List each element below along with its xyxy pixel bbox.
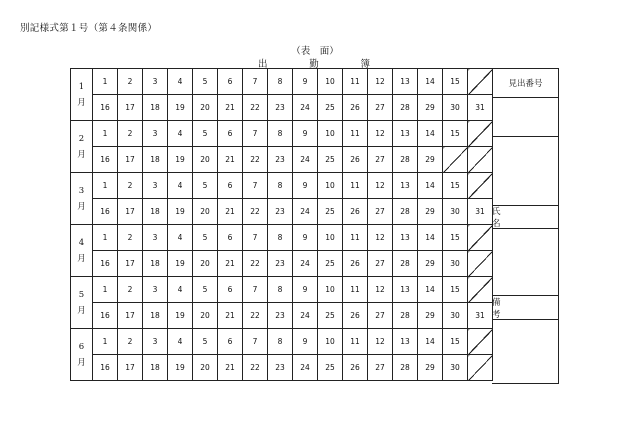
day-cell[interactable]: 27	[368, 199, 393, 225]
day-cell[interactable]: 30	[443, 199, 468, 225]
day-cell[interactable]: 29	[418, 199, 443, 225]
day-cell[interactable]: 20	[193, 147, 218, 173]
day-cell[interactable]: 17	[118, 251, 143, 277]
day-cell[interactable]: 6	[218, 173, 243, 199]
day-cell[interactable]: 9	[293, 277, 318, 303]
day-cell[interactable]: 21	[218, 147, 243, 173]
day-cell[interactable]: 26	[343, 147, 368, 173]
day-cell[interactable]: 5	[193, 329, 218, 355]
day-cell[interactable]: 30	[443, 355, 468, 381]
day-cell[interactable]: 9	[293, 121, 318, 147]
day-cell[interactable]: 22	[243, 147, 268, 173]
day-cell[interactable]: 19	[168, 251, 193, 277]
day-cell[interactable]: 14	[418, 173, 443, 199]
day-cell[interactable]: 11	[343, 225, 368, 251]
day-cell[interactable]: 10	[318, 121, 343, 147]
day-cell[interactable]: 7	[243, 277, 268, 303]
day-cell[interactable]: 10	[318, 225, 343, 251]
day-cell[interactable]: 2	[118, 277, 143, 303]
day-cell[interactable]: 3	[143, 277, 168, 303]
day-cell[interactable]: 14	[418, 329, 443, 355]
day-cell[interactable]: 24	[293, 199, 318, 225]
day-cell[interactable]: 20	[193, 251, 218, 277]
day-cell[interactable]: 24	[293, 251, 318, 277]
day-cell[interactable]: 14	[418, 121, 443, 147]
day-cell[interactable]: 24	[293, 303, 318, 329]
day-cell[interactable]: 9	[293, 225, 318, 251]
month-label	[71, 69, 93, 121]
unused-day-cell	[443, 147, 468, 173]
day-cell[interactable]: 15	[443, 225, 468, 251]
day-cell[interactable]: 9	[293, 69, 318, 95]
day-cell[interactable]: 1	[93, 69, 118, 95]
day-cell[interactable]: 19	[168, 95, 193, 121]
unused-day-cell	[468, 173, 493, 199]
month-label-part: 月	[77, 305, 86, 316]
attendance-table	[70, 68, 493, 381]
day-cell[interactable]: 12	[368, 69, 393, 95]
day-cell[interactable]: 1	[93, 173, 118, 199]
day-cell[interactable]: 5	[193, 173, 218, 199]
day-cell[interactable]: 29	[418, 303, 443, 329]
day-cell[interactable]: 25	[318, 147, 343, 173]
day-cell[interactable]: 8	[268, 277, 293, 303]
day-cell[interactable]: 23	[268, 355, 293, 381]
day-cell[interactable]: 3	[143, 69, 168, 95]
day-cell[interactable]: 28	[393, 147, 418, 173]
title-char: 出	[258, 59, 268, 70]
day-cell[interactable]: 20	[193, 199, 218, 225]
day-cell[interactable]: 26	[343, 95, 368, 121]
day-cell[interactable]: 4	[168, 173, 193, 199]
day-cell[interactable]: 18	[143, 355, 168, 381]
day-cell[interactable]: 24	[293, 147, 318, 173]
month-label-part: 月	[77, 201, 86, 212]
day-cell[interactable]: 28	[393, 199, 418, 225]
day-cell[interactable]: 20	[193, 95, 218, 121]
month-label	[71, 225, 93, 277]
month-label-part: 4	[78, 237, 85, 248]
day-cell[interactable]: 18	[143, 147, 168, 173]
day-cell[interactable]: 27	[368, 147, 393, 173]
day-cell[interactable]: 23	[268, 95, 293, 121]
day-cell[interactable]: 1	[93, 225, 118, 251]
day-cell[interactable]: 2	[118, 329, 143, 355]
day-cell[interactable]: 16	[93, 303, 118, 329]
day-cell[interactable]: 22	[243, 251, 268, 277]
day-cell[interactable]: 25	[318, 95, 343, 121]
day-cell[interactable]: 27	[368, 251, 393, 277]
day-cell[interactable]: 15	[443, 329, 468, 355]
day-cell[interactable]: 30	[443, 303, 468, 329]
day-cell[interactable]: 29	[418, 147, 443, 173]
month-label	[71, 277, 93, 329]
day-cell[interactable]: 4	[168, 225, 193, 251]
day-cell[interactable]: 19	[168, 199, 193, 225]
unused-day-cell	[468, 69, 493, 95]
day-cell[interactable]: 21	[218, 95, 243, 121]
day-cell[interactable]: 5	[193, 225, 218, 251]
month-label-part: 月	[77, 253, 86, 264]
day-cell[interactable]: 13	[393, 225, 418, 251]
day-cell[interactable]: 26	[343, 355, 368, 381]
day-cell[interactable]: 18	[143, 95, 168, 121]
unused-day-cell	[468, 329, 493, 355]
day-cell[interactable]: 13	[393, 329, 418, 355]
form-label: 別記様式第１号（第４条関係）	[20, 23, 158, 34]
day-cell[interactable]: 14	[418, 277, 443, 303]
unused-day-cell	[468, 147, 493, 173]
day-cell[interactable]: 19	[168, 303, 193, 329]
day-cell[interactable]: 1	[93, 277, 118, 303]
name-field[interactable]	[492, 229, 559, 295]
day-cell[interactable]: 6	[218, 121, 243, 147]
day-cell[interactable]: 29	[418, 95, 443, 121]
day-cell[interactable]: 29	[418, 251, 443, 277]
unused-day-cell	[468, 355, 493, 381]
day-cell[interactable]: 10	[318, 277, 343, 303]
day-cell[interactable]: 30	[443, 251, 468, 277]
day-cell[interactable]: 6	[218, 225, 243, 251]
day-cell[interactable]: 1	[93, 329, 118, 355]
day-cell[interactable]: 18	[143, 199, 168, 225]
day-cell[interactable]: 16	[93, 199, 118, 225]
day-cell[interactable]: 28	[393, 251, 418, 277]
day-cell[interactable]: 10	[318, 329, 343, 355]
day-cell[interactable]: 28	[393, 303, 418, 329]
day-cell[interactable]: 24	[293, 95, 318, 121]
month-label	[71, 173, 93, 225]
day-cell[interactable]: 18	[143, 251, 168, 277]
day-cell[interactable]: 15	[443, 277, 468, 303]
day-cell[interactable]: 16	[93, 355, 118, 381]
day-cell[interactable]: 8	[268, 225, 293, 251]
day-cell[interactable]: 3	[143, 121, 168, 147]
day-cell[interactable]: 13	[393, 121, 418, 147]
day-cell[interactable]: 26	[343, 199, 368, 225]
remarks-label	[492, 295, 559, 320]
day-cell[interactable]: 29	[418, 355, 443, 381]
day-cell[interactable]: 25	[318, 251, 343, 277]
day-cell[interactable]: 8	[268, 173, 293, 199]
day-cell[interactable]: 5	[193, 277, 218, 303]
day-cell[interactable]: 7	[243, 69, 268, 95]
unused-day-cell	[468, 121, 493, 147]
day-cell[interactable]: 31	[468, 303, 493, 329]
employee-number-field[interactable]	[492, 98, 559, 136]
day-cell[interactable]: 12	[368, 329, 393, 355]
day-cell[interactable]: 7	[243, 173, 268, 199]
day-cell[interactable]: 10	[318, 173, 343, 199]
day-cell[interactable]: 22	[243, 303, 268, 329]
day-cell[interactable]: 9	[293, 173, 318, 199]
unused-day-cell	[468, 251, 493, 277]
day-cell[interactable]: 6	[218, 329, 243, 355]
month-label	[71, 329, 93, 381]
day-cell[interactable]: 12	[368, 173, 393, 199]
title-char: 簿	[360, 59, 370, 70]
day-cell[interactable]: 13	[393, 277, 418, 303]
day-cell[interactable]: 13	[393, 69, 418, 95]
day-cell[interactable]: 16	[93, 251, 118, 277]
day-cell[interactable]: 13	[393, 173, 418, 199]
unused-day-cell	[468, 225, 493, 251]
day-cell[interactable]: 17	[118, 355, 143, 381]
month-label-part: 3	[78, 185, 85, 196]
day-cell[interactable]: 5	[193, 69, 218, 95]
day-cell[interactable]: 22	[243, 199, 268, 225]
day-cell[interactable]: 25	[318, 303, 343, 329]
day-cell[interactable]: 12	[368, 277, 393, 303]
day-cell[interactable]: 3	[143, 173, 168, 199]
day-cell[interactable]: 14	[418, 69, 443, 95]
day-cell[interactable]: 17	[118, 95, 143, 121]
day-cell[interactable]: 21	[218, 251, 243, 277]
day-cell[interactable]: 7	[243, 121, 268, 147]
day-cell[interactable]: 23	[268, 147, 293, 173]
month-label-part: 月	[77, 149, 86, 160]
day-cell[interactable]: 23	[268, 251, 293, 277]
month-label-part: 月	[77, 97, 86, 108]
day-cell[interactable]: 22	[243, 95, 268, 121]
side-panel	[492, 68, 559, 384]
remarks-label-text: 備 考	[492, 297, 560, 320]
day-cell[interactable]: 2	[118, 121, 143, 147]
title-char: 勤	[309, 59, 319, 70]
day-cell[interactable]: 15	[443, 173, 468, 199]
day-cell[interactable]: 21	[218, 199, 243, 225]
employee-number-label: 見出番号	[492, 69, 559, 98]
day-cell[interactable]: 8	[268, 69, 293, 95]
month-label-part: 5	[78, 289, 85, 300]
day-cell[interactable]: 22	[243, 355, 268, 381]
month-label-part: 1	[78, 81, 85, 92]
remarks-field[interactable]	[492, 320, 559, 385]
day-cell[interactable]: 15	[443, 69, 468, 95]
day-cell[interactable]: 7	[243, 329, 268, 355]
side-label: （表 面）	[291, 46, 339, 57]
day-cell[interactable]: 17	[118, 303, 143, 329]
day-cell[interactable]: 17	[118, 199, 143, 225]
day-cell[interactable]: 16	[93, 147, 118, 173]
day-cell[interactable]: 26	[343, 251, 368, 277]
day-cell[interactable]: 16	[93, 95, 118, 121]
day-cell[interactable]: 20	[193, 355, 218, 381]
day-cell[interactable]: 8	[268, 329, 293, 355]
day-cell[interactable]: 1	[93, 121, 118, 147]
name-label-text: 氏 名	[492, 207, 560, 229]
day-cell[interactable]: 20	[193, 303, 218, 329]
day-cell[interactable]: 11	[343, 69, 368, 95]
day-cell[interactable]: 24	[293, 355, 318, 381]
day-cell[interactable]: 6	[218, 69, 243, 95]
day-cell[interactable]: 11	[343, 277, 368, 303]
day-cell[interactable]: 31	[468, 199, 493, 225]
day-cell[interactable]: 19	[168, 147, 193, 173]
month-label-part: 2	[78, 133, 85, 144]
day-cell[interactable]: 23	[268, 303, 293, 329]
day-cell[interactable]: 10	[318, 69, 343, 95]
day-cell[interactable]: 11	[343, 173, 368, 199]
day-cell[interactable]: 21	[218, 303, 243, 329]
day-cell[interactable]: 27	[368, 355, 393, 381]
day-cell[interactable]: 4	[168, 121, 193, 147]
day-cell[interactable]: 25	[318, 199, 343, 225]
day-cell[interactable]: 26	[343, 303, 368, 329]
day-cell[interactable]: 28	[393, 95, 418, 121]
day-cell[interactable]: 3	[143, 329, 168, 355]
day-cell[interactable]: 21	[218, 355, 243, 381]
month-label-part: 月	[77, 357, 86, 368]
day-cell[interactable]: 5	[193, 121, 218, 147]
day-cell[interactable]: 2	[118, 225, 143, 251]
day-cell[interactable]: 8	[268, 121, 293, 147]
day-cell[interactable]: 28	[393, 355, 418, 381]
day-cell[interactable]: 12	[368, 121, 393, 147]
day-cell[interactable]: 17	[118, 147, 143, 173]
day-cell[interactable]: 19	[168, 355, 193, 381]
day-cell[interactable]: 25	[318, 355, 343, 381]
day-cell[interactable]: 4	[168, 69, 193, 95]
month-label-part: 6	[78, 341, 85, 352]
day-cell[interactable]: 11	[343, 329, 368, 355]
day-cell[interactable]: 2	[118, 69, 143, 95]
month-label	[71, 121, 93, 173]
day-cell[interactable]: 18	[143, 303, 168, 329]
name-label	[492, 205, 559, 229]
day-cell[interactable]: 6	[218, 277, 243, 303]
day-cell[interactable]: 11	[343, 121, 368, 147]
day-cell[interactable]: 12	[368, 225, 393, 251]
day-cell[interactable]: 27	[368, 95, 393, 121]
day-cell[interactable]: 14	[418, 225, 443, 251]
day-cell[interactable]: 7	[243, 225, 268, 251]
day-cell[interactable]: 23	[268, 199, 293, 225]
day-cell[interactable]: 9	[293, 329, 318, 355]
day-cell[interactable]: 31	[468, 95, 493, 121]
day-cell[interactable]: 15	[443, 121, 468, 147]
day-cell[interactable]: 3	[143, 225, 168, 251]
day-cell[interactable]: 30	[443, 95, 468, 121]
day-cell[interactable]: 4	[168, 277, 193, 303]
day-cell[interactable]: 2	[118, 173, 143, 199]
unused-day-cell	[468, 277, 493, 303]
day-cell[interactable]: 27	[368, 303, 393, 329]
day-cell[interactable]: 4	[168, 329, 193, 355]
